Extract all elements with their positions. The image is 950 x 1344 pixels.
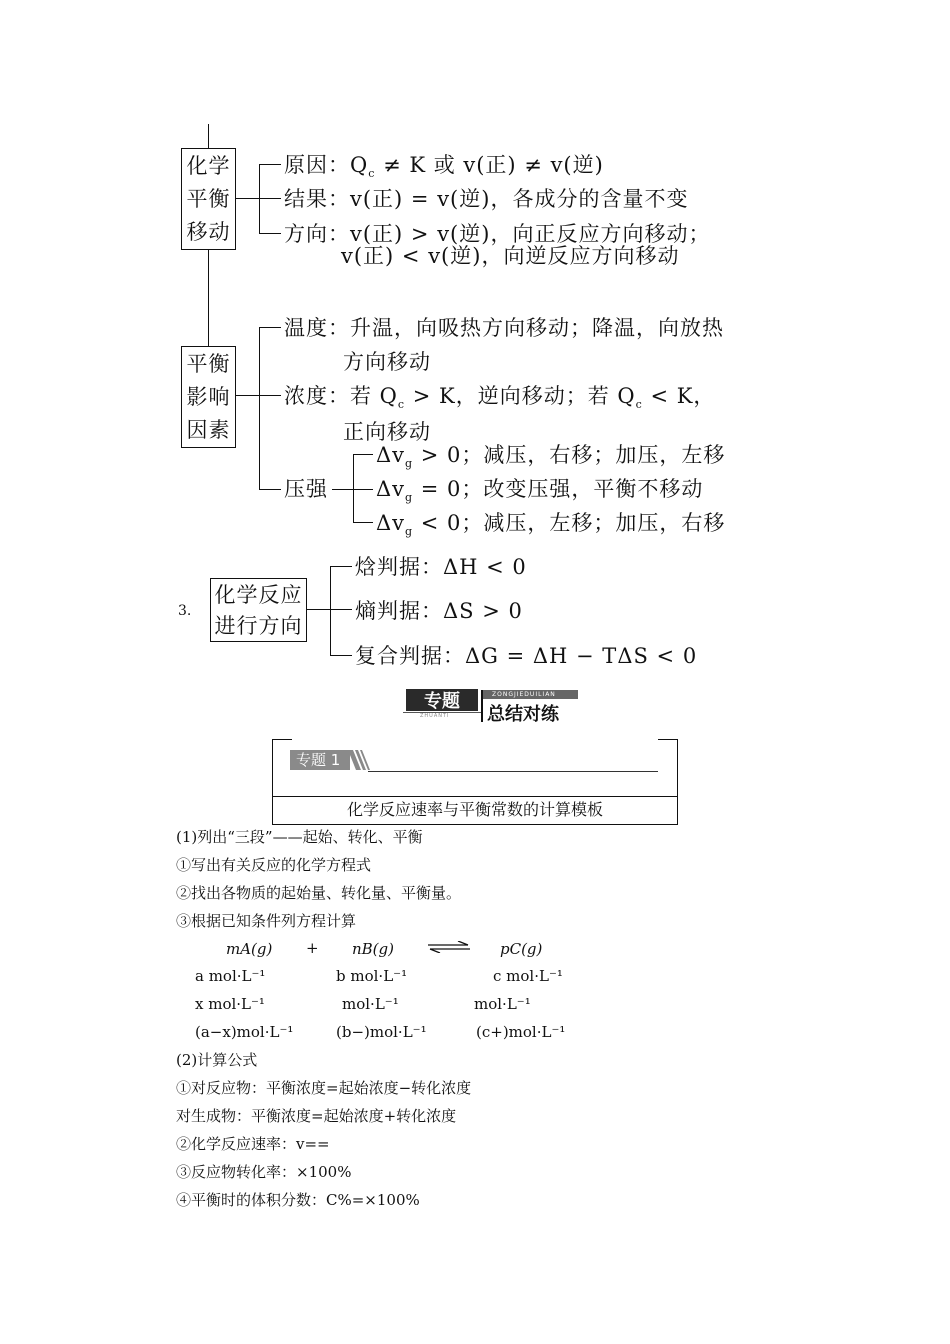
banner-right-text: 总结对练 — [487, 704, 559, 725]
connector-line — [208, 250, 209, 346]
reason-rest: ≠ K 或 v(正) ≠ v(逆) — [375, 153, 604, 177]
temperature-line1: 升温，向吸热方向移动；降温，向放热 — [350, 316, 724, 340]
initial-b: b mol·L⁻¹ — [336, 967, 408, 985]
box-line: 影响 — [186, 384, 231, 409]
box-line: 移动 — [186, 220, 231, 245]
branch-line — [330, 655, 352, 656]
branch-line — [332, 489, 354, 490]
direction-line1: v(正) > v(逆)，向正反应方向移动； — [350, 222, 711, 246]
result-text: v(正) = v(逆)，各成分的含量不变 — [350, 187, 689, 211]
box-line: 因素 — [186, 418, 231, 443]
conc-text: < K， — [642, 384, 716, 408]
branch-line — [259, 395, 281, 396]
branch-line — [307, 609, 331, 610]
reason-sub: c — [368, 167, 376, 181]
branch-line — [236, 395, 260, 396]
delta-v-sub: g — [405, 525, 414, 539]
equilibrium-shift-box — [181, 148, 236, 250]
equilibrium-a: (a−x)mol·L⁻¹ — [195, 1023, 294, 1041]
branch-line — [259, 233, 281, 234]
conc-sub: c — [397, 398, 406, 412]
branch-line — [353, 454, 354, 522]
branch-line — [259, 489, 281, 490]
combined-criterion: 复合判据：ΔG = ΔH − TΔS < 0 — [355, 644, 698, 668]
topic-tag-stripes — [348, 750, 372, 770]
temperature-line2: 方向移动 — [343, 350, 431, 374]
box-line: 化学反应 — [214, 582, 303, 607]
topic-tag — [290, 750, 350, 770]
branch-line — [259, 327, 281, 328]
conc-text: > K，逆向移动；若 Q — [405, 384, 636, 408]
direction-row — [284, 222, 710, 246]
branch-line — [259, 164, 281, 165]
delta-v-sub: g — [405, 491, 414, 505]
branch-line — [259, 327, 260, 489]
branch-line — [330, 609, 352, 610]
pressure-case-3 — [376, 511, 725, 544]
initial-c: c mol·L⁻¹ — [493, 967, 563, 985]
reactant-b: nB(g) — [352, 940, 394, 958]
banner-left-text: 专题 — [424, 691, 460, 712]
body-line: ④平衡时的体积分数：C%=×100% — [176, 1191, 420, 1209]
pressure-case-1 — [376, 443, 725, 476]
conc-text: 若 Q — [350, 384, 398, 408]
banner-right-small: ZONGJIEDUILIAN — [492, 691, 556, 698]
banner-left-block — [406, 689, 478, 711]
body-line: ①写出有关反应的化学方程式 — [176, 856, 372, 874]
change-c: mol·L⁻¹ — [474, 995, 531, 1013]
body-line: (1)列出“三段”——起始、转化、平衡 — [176, 828, 423, 846]
equilibrium-factors-box — [181, 346, 236, 448]
change-b: mol·L⁻¹ — [342, 995, 399, 1013]
result-label: 结果： — [284, 187, 350, 211]
branch-line — [353, 454, 373, 455]
reason-row — [284, 153, 604, 186]
box-line: 化学 — [186, 153, 231, 178]
branch-line — [236, 198, 260, 199]
branch-line — [259, 198, 281, 199]
equilibrium-c: (c+)mol·L⁻¹ — [476, 1023, 566, 1041]
pressure-text: = 0；改变压强，平衡不移动 — [413, 477, 704, 501]
delta-v: Δv — [376, 477, 406, 501]
direction-label: 方向： — [284, 222, 350, 246]
initial-a: a mol·L⁻¹ — [195, 967, 266, 985]
frame-bottom — [272, 824, 678, 825]
branch-line — [330, 566, 331, 655]
temperature-label: 温度： — [284, 316, 350, 340]
plus-sign: + — [306, 939, 319, 957]
temperature-row — [284, 316, 724, 340]
banner-divider — [481, 690, 483, 722]
result-row — [284, 187, 688, 211]
topic-tag-text: 专题 1 — [296, 751, 341, 769]
frame-corner — [272, 739, 292, 740]
topic-tag-underline — [368, 771, 658, 772]
body-line: (2)计算公式 — [176, 1051, 258, 1069]
banner-left-small: ZHUANTI — [420, 713, 450, 719]
frame-corner — [658, 739, 678, 740]
topic-title: 化学反应速率与平衡常数的计算模板 — [346, 800, 603, 819]
pressure-label: 压强 — [284, 477, 328, 501]
banner-right-strip — [482, 690, 578, 699]
body-line: ②化学反应速率：v== — [176, 1135, 330, 1153]
enthalpy-criterion: 焓判据：ΔH < 0 — [355, 555, 527, 579]
box-line: 进行方向 — [214, 613, 303, 638]
box-line: 平衡 — [186, 186, 231, 211]
pressure-text: < 0；减压，左移；加压，右移 — [413, 511, 726, 535]
box-line: 平衡 — [186, 351, 231, 376]
product-c: pC(g) — [500, 940, 543, 958]
delta-v: Δv — [376, 443, 406, 467]
delta-v: Δv — [376, 511, 406, 535]
pressure-text: > 0；减压，右移；加压，左移 — [413, 443, 726, 467]
body-line: ②找出各物质的起始量、转化量、平衡量。 — [176, 884, 462, 902]
direction-line2: v(正) < v(逆)，向逆反应方向移动 — [341, 244, 680, 268]
equilibrium-b: (b−)mol·L⁻¹ — [336, 1023, 427, 1041]
delta-v-sub: g — [405, 457, 414, 471]
branch-line — [353, 522, 373, 523]
pressure-case-2 — [376, 477, 703, 510]
concentration-row — [284, 384, 715, 417]
section-number: 3. — [178, 603, 192, 619]
branch-line — [353, 489, 373, 490]
body-line: ①对反应物：平衡浓度=起始浓度−转化浓度 — [176, 1079, 472, 1097]
branch-line — [330, 566, 352, 567]
body-line: 对生成物：平衡浓度=起始浓度+转化浓度 — [176, 1107, 457, 1125]
reactant-a: mA(g) — [226, 940, 273, 958]
change-a: x mol·L⁻¹ — [195, 995, 265, 1013]
conc-sub: c — [635, 398, 643, 412]
concentration-label: 浓度： — [284, 384, 350, 408]
reason-q: Q — [350, 153, 369, 177]
equilibrium-arrow-icon — [428, 941, 470, 953]
reaction-direction-box — [210, 578, 307, 642]
concentration-line2: 正向移动 — [343, 420, 431, 444]
entropy-criterion: 熵判据：ΔS > 0 — [355, 599, 523, 623]
reason-label: 原因： — [284, 153, 350, 177]
body-line: ③根据已知条件列方程计算 — [176, 912, 357, 930]
body-line: ③反应物转化率：×100% — [176, 1163, 352, 1181]
connector-line — [208, 124, 209, 148]
frame-divider — [272, 796, 678, 797]
